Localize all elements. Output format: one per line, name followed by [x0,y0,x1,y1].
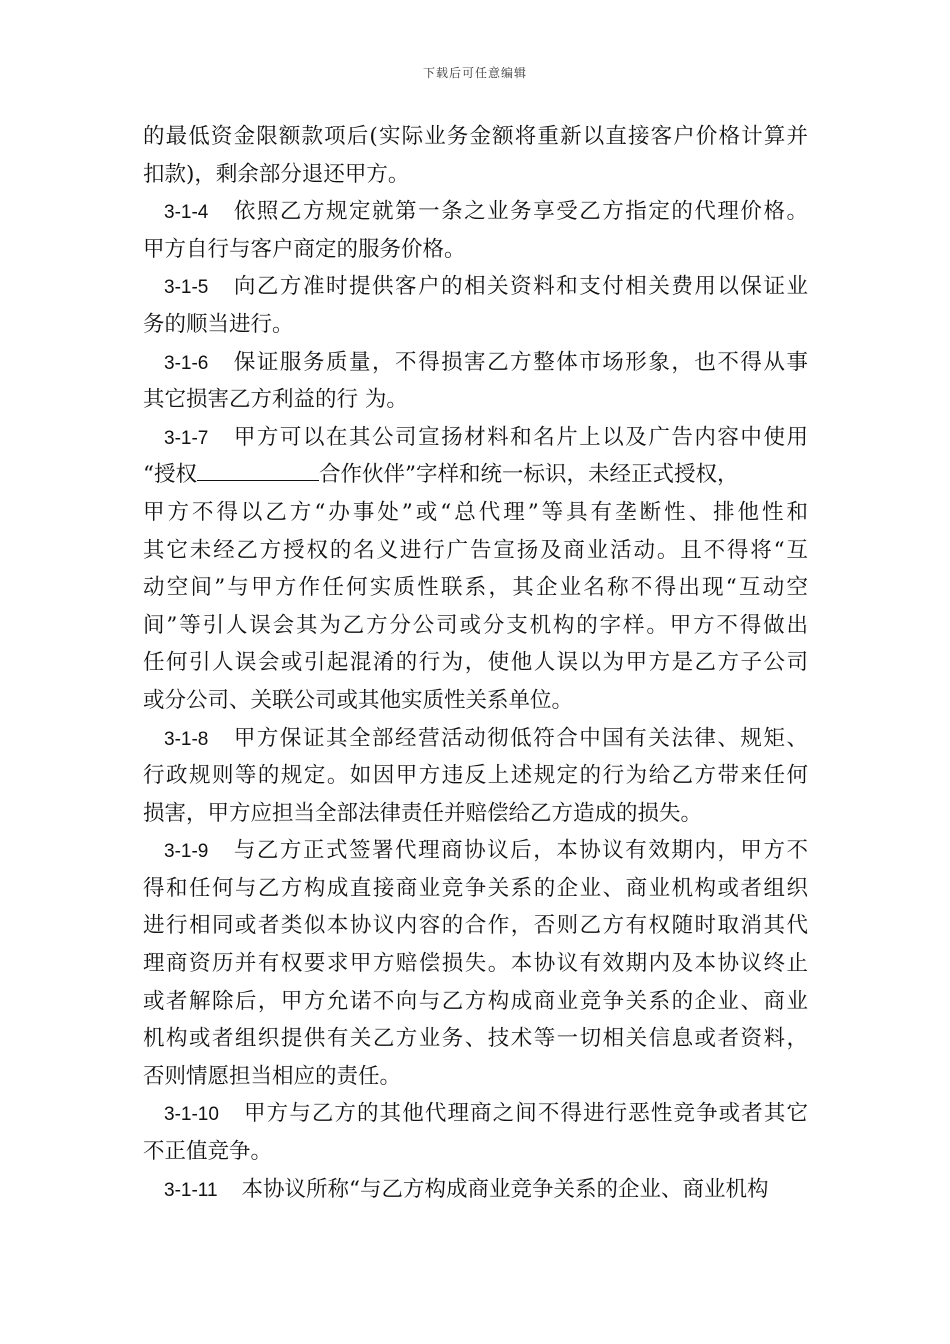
line-text: 甲方不得以乙方“办事处”或“总代理”等具有垄断性、排他性和 [143,499,808,525]
text-line [143,193,808,231]
document-body [143,118,808,1208]
line-text: 保证服务质量，不得损害乙方整体市场形象，也不得从事 [232,349,808,375]
clause-number: 3-1-10 [164,1104,219,1126]
text-before-blank: “授权 [143,462,197,488]
line-text: 理商资历并有权要求甲方赔偿损失。本协议有效期内及本协议终止 [143,951,808,977]
text-line [143,419,808,457]
text-line [143,381,808,419]
line-text: 扣款)，剩余部分退还甲方。 [143,161,410,187]
text-after-blank: 合作伙伴”字样和统一标识，未经正式授权， [319,462,739,488]
text-line [143,118,808,156]
text-line [143,832,808,870]
text-line [143,983,808,1021]
text-line [143,156,808,194]
line-text: 务的顺当进行。 [143,311,294,337]
line-text: 其它损害乙方利益的行 为。 [143,387,408,413]
line-text: 损害，甲方应担当全部法律责任并赔偿给乙方造成的损失。 [143,800,703,826]
line-text: 间”等引人误会其为乙方分公司或分支机构的字样。甲方不得做出 [143,612,808,638]
text-line [143,268,808,306]
text-line [143,532,808,570]
text-line [143,569,808,607]
clause-number: 3-1-4 [164,202,209,224]
line-text: 的最低资金限额款项后(实际业务金额将重新以直接客户价格计算并 [143,124,808,149]
line-text: 机构或者组织提供有关乙方业务、技术等一切相关信息或者资料， [143,1026,808,1052]
line-text: 依照乙方规定就第一条之业务享受乙方指定的代理价格。 [232,199,808,225]
line-text: 或分公司、关联公司或其他实质性关系单位。 [143,687,574,713]
line-text: 与乙方正式签署代理商协议后，本协议有效期内，甲方不 [232,838,808,864]
text-line [143,644,808,682]
text-line [143,1020,808,1058]
text-line [143,344,808,382]
line-text: 不正值竞争。 [143,1139,273,1165]
line-text: 甲方保证其全部经营活动彻低符合中国有关法律、规矩、 [232,725,808,751]
clause-number: 3-1-6 [164,352,209,374]
text-line [143,607,808,645]
line-text: 甲方与乙方的其他代理商之间不得进行恶性竞争或者其它 [242,1101,808,1127]
clause-number: 3-1-5 [164,277,209,299]
clause-number: 3-1-11 [164,1179,218,1201]
page-header: 下载后可任意编辑 [422,66,527,80]
text-line [143,1133,808,1171]
line-text: 或者解除后，甲方允诺不向与乙方构成商业竞争关系的企业、商业 [143,988,808,1014]
line-text: 行政规则等的规定。如因甲方违反上述规定的行为给乙方带来任何 [143,763,808,789]
line-text: 动空间”与甲方作任何实质性联系，其企业名称不得出现“互动空 [143,575,808,601]
text-line [143,1171,808,1209]
text-line [143,1058,808,1096]
fill-in-blank [197,458,319,481]
text-line [143,907,808,945]
line-text: 甲方可以在其公司宣扬材料和名片上以及广告内容中使用 [232,424,808,450]
text-line [143,870,808,908]
line-text: 否则情愿担当相应的责任。 [143,1063,402,1089]
line-text: 其它未经乙方授权的名义进行广告宣扬及商业活动。且不得将“互 [143,537,808,563]
line-text: 任何引人误会或引起混淆的行为，使他人误以为甲方是乙方子公司 [143,650,808,676]
text-line [143,682,808,720]
text-line [143,945,808,983]
line-text: 本协议所称“与乙方构成商业竞争关系的企业、商业机构 [241,1176,769,1202]
clause-number: 3-1-9 [164,841,209,863]
line-text: 向乙方准时提供客户的相关资料和支付相关费用以保证业 [232,274,808,300]
clause-number: 3-1-8 [164,728,209,750]
text-line [143,494,808,532]
text-line [143,795,808,833]
text-line [143,306,808,344]
line-text: 甲方自行与客户商定的服务价格。 [143,236,466,262]
text-line [143,1095,808,1133]
line-text: 得和任何与乙方构成直接商业竞争关系的企业、商业机构或者组织 [143,875,808,901]
line-text: 进行相同或者类似本协议内容的合作，否则乙方有权随时取消其代 [143,913,808,939]
clause-number: 3-1-7 [164,427,209,449]
text-line [143,757,808,795]
text-line [143,456,808,494]
text-line [143,231,808,269]
text-line [143,720,808,758]
